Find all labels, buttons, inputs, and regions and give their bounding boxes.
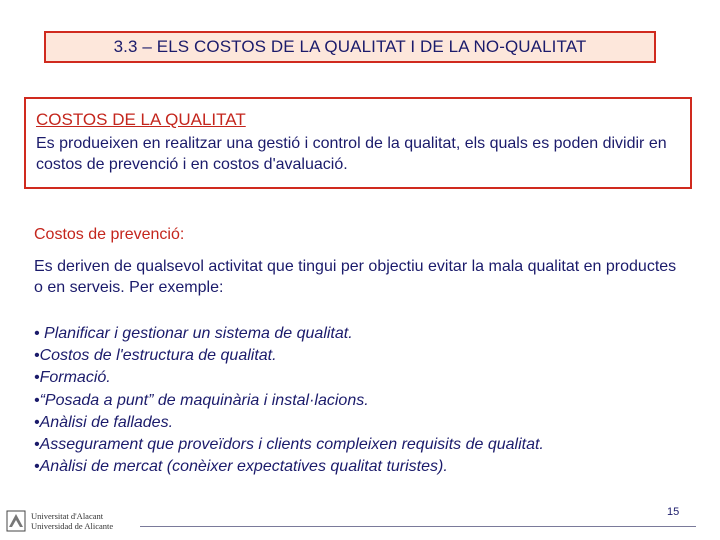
list-item: •“Posada a punt” de maquinària i instal·lacions. [34, 391, 369, 409]
page-number: 15 [667, 506, 680, 518]
list-item: •Formació. [34, 369, 111, 387]
logo-line-spanish: Universidad de Alicante [31, 521, 114, 531]
logo-line-valencian: Universitat d'Alacant [31, 511, 104, 521]
prevention-costs-heading: Costos de prevenció: [34, 226, 185, 243]
list-item: •Anàlisi de fallades. [34, 413, 174, 431]
university-logo [6, 510, 113, 532]
title-banner [44, 31, 656, 63]
footer-divider [140, 526, 696, 527]
quality-costs-heading: COSTOS DE LA QUALITAT [36, 110, 246, 129]
page-title: 3.3 – ELS COSTOS DE LA QUALITAT I DE LA NO-QUALITAT [113, 37, 587, 56]
university-emblem-icon [6, 510, 26, 532]
quality-costs-description: Es produeixen en realitzar una gestió i control de la qualitat, els quals es poden dividir en costos de prevenció i en costos d'avaluació. [36, 135, 667, 173]
prevention-examples-list [34, 323, 684, 478]
quality-costs-box [24, 97, 692, 189]
list-item: •Anàlisi de mercat (conèixer expectatives qualitat turistes). [34, 458, 448, 476]
list-item: • Planificar i gestionar un sistema de qualitat. [34, 325, 353, 342]
list-item: •Assegurament que proveïdors i clients compleixen requisits de qualitat. [34, 436, 544, 454]
prevention-costs-description: Es deriven de qualsevol activitat que tingui per objectiu evitar la mala qualitat en productes o en serveis. Per exemple: [34, 258, 677, 296]
list-item: •Costos de l'estructura de qualitat. [34, 347, 277, 365]
